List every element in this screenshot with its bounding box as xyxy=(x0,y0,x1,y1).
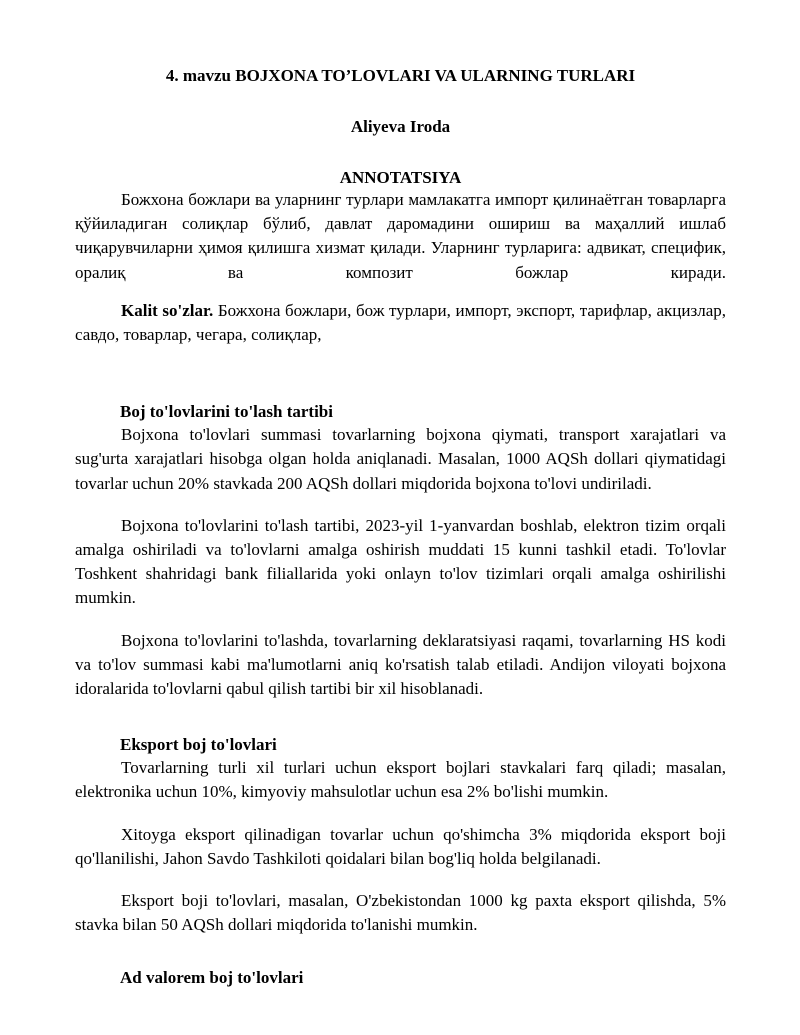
author-name: Aliyeva Iroda xyxy=(350,117,451,136)
keywords-paragraph xyxy=(75,299,726,347)
section-heading-export-duties: Eksport boj to'lovlari xyxy=(120,735,277,755)
annotation-heading: ANNOTATSIYA xyxy=(339,168,462,187)
document-title: 4. mavzu BOJXONA TO’LOVLARI VA ULARNING TURLARI xyxy=(165,66,636,85)
document-page xyxy=(75,0,726,989)
keywords-text: Божхона божлари, бож турлари, импорт, экспорт, тарифлар, акцизлар, савдо, товарлар, чегара, солиқлар, xyxy=(75,300,726,345)
section-paragraph: Bojxona to'lovlarini to'lashda, tovarlarning deklaratsiyasi raqami, tovarlarning HS kodi va to'lov summasi kabi ma'lumotlarni aniq ko'rsatish talab etiladi. Andijon viloyati bojxona idoralarida to'lovlarni qabul qilish tartibi bir xil hisoblanadi. xyxy=(75,630,726,699)
section-paragraph: Bojxona to'lovlarini to'lash tartibi, 2023-yil 1-yanvardan boshlab, elektron tizim orqali amalga oshiriladi va to'lovlarni amalga oshirish muddati 15 kunni tashkil etadi. To'lovlar Toshkent shahridagi bank filiallarida yoki onlayn to'lov tizimlari orqali amalga oshirilishi mumkin. xyxy=(75,515,726,608)
keywords-label: Kalit so'zlar. xyxy=(121,300,214,320)
section-heading-ad-valorem: Ad valorem boj to'lovlari xyxy=(120,968,304,988)
section-paragraph: Tovarlarning turli xil turlari uchun eksport bojlari stavkalari farq qiladi; masalan, elektronika uchun 10%, kimyoviy mahsulotlar uchun esa 2% bo'lishi mumkin. xyxy=(75,758,726,802)
section-heading-payment-procedure: Boj to'lovlarini to'lash tartibi xyxy=(120,402,333,422)
annotation-paragraph: Божхона божлари ва уларнинг турлари мамлакатга импорт қилинаётган товарларга қўйиладиган солиқлар бўлиб, давлат даромадини ошириш ва маҳаллий ишлаб чиқарувчиларни ҳимоя қилишга хизмат қилади. Уларнинг турларига: адвикат, специфик, оралиқ ва композит божлар киради. xyxy=(75,190,726,282)
section-paragraph: Xitoyga eksport qilinadigan tovarlar uchun qo'shimcha 3% miqdorida eksport boji qo'llanilishi, Jahon Savdo Tashkiloti qoidalari bilan bog'liq holda belgilanadi. xyxy=(75,824,726,868)
section-paragraph: Bojxona to'lovlari summasi tovarlarning bojxona qiymati, transport xarajatlari va sug'urta xarajatlari hisobga olgan holda aniqlanadi. Masalan, 1000 AQSh dollari qiymatidagi tovarlar uchun 20% stavkada 200 AQSh dollari miqdorida bojxona to'lovi undiriladi. xyxy=(75,425,726,493)
section-paragraph: Eksport boji to'lovlari, masalan, O'zbekistondan 1000 kg paxta eksport qilishda, 5% stavka bilan 50 AQSh dollari miqdorida to'lanishi mumkin. xyxy=(75,891,726,935)
